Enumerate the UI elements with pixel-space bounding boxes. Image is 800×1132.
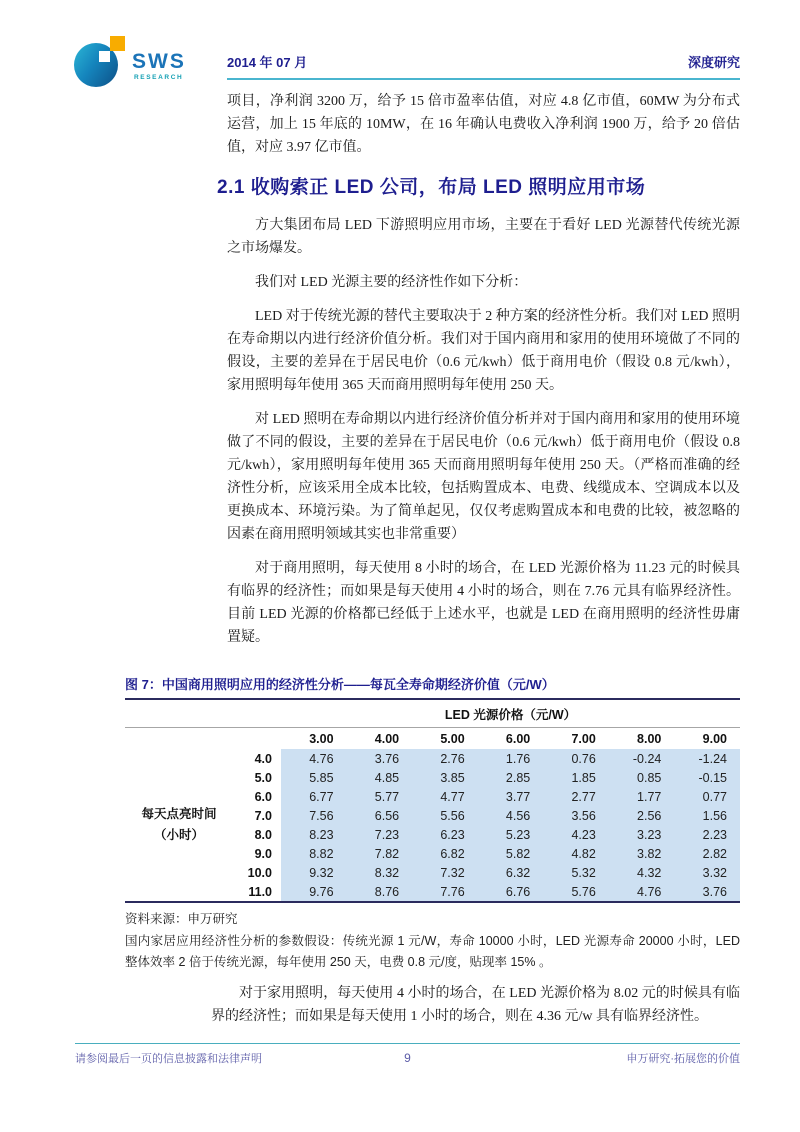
table-cell: 5.82: [478, 844, 544, 863]
body-text: [217, 90, 740, 660]
row-label: 11.0: [248, 884, 272, 899]
table-cell: 4.23: [543, 825, 609, 844]
table-cell: 8.23: [281, 825, 347, 844]
table-cell: 7.32: [412, 863, 478, 882]
table-group-header-row: [125, 699, 740, 728]
table-cell: 7.76: [412, 882, 478, 902]
table-cell: 5.56: [412, 806, 478, 825]
table-cell: 6.82: [412, 844, 478, 863]
table-cell: 5.85: [281, 768, 347, 787]
table-row: [125, 749, 740, 768]
table-cell: 5.23: [478, 825, 544, 844]
figure-source: 资料来源：申万研究: [125, 912, 238, 926]
table-cell: 4.77: [412, 787, 478, 806]
table-cell: 6.32: [478, 863, 544, 882]
column-header: 4.00: [374, 732, 400, 746]
paragraph: LED 对于传统光源的替代主要取决于 2 种方案的经济性分析。我们对 LED 照明在寿命期以内进行经济价值分析。我们对于国内商用和家用的使用环境做了不同的假设，主要的差异在于居民电价（0.6 元/kwh）低于商用电价（假设 0.8 元/kwh），家用照明每年使用 365 天而商用照明每年使用 250 天。: [227, 309, 740, 393]
paragraph: 对 LED 照明在寿命期以内进行经济价值分析并对于国内商用和家用的使用环境做了不同的假设，主要的差异在于居民电价（0.6 元/kwh）低于商用电价（假设 0.8 元/kwh），家用照明每年使用 365 天而商用照明每年使用 250 天。（严格而准确的经济性分析，应该采用全成本比较，包括购置成本、电费、线缆成本、空调成本以及更换成本、环境污染。为了简单起见，仅仅考虑购置成本和电费的比较，被忽略的因素在商用照明领域其实也非常重要）: [227, 412, 740, 542]
table-cell: -0.15: [674, 768, 740, 787]
row-label: 6.0: [254, 789, 272, 804]
column-header: 7.00: [571, 732, 596, 746]
section-heading: 2.1 收购索正 LED 公司，布局 LED 照明应用市场: [217, 177, 646, 198]
page-header: [227, 52, 740, 80]
sws-logo: [74, 34, 204, 88]
table-cell: 2.56: [609, 806, 675, 825]
footer-slogan: 申万研究·拓展您的价值: [626, 1053, 740, 1065]
table-cell: 2.82: [674, 844, 740, 863]
table-cell: 2.23: [674, 825, 740, 844]
figure-title: 图 7：中国商用照明应用的经济性分析——每瓦全寿命期经济价值（元/W）: [125, 677, 555, 692]
table-cell: 7.82: [347, 844, 413, 863]
paragraph: 我们对 LED 光源主要的经济性作如下分析：: [255, 275, 528, 290]
table-cell: 9.32: [281, 863, 347, 882]
table-cell: 3.85: [412, 768, 478, 787]
row-label: 4.0: [254, 751, 272, 766]
table-cell: 0.76: [543, 749, 609, 768]
table-cell: 3.56: [543, 806, 609, 825]
page-number: 9: [404, 1051, 411, 1065]
logo-subtext: RESEARCH: [134, 74, 184, 81]
table-cell: 4.76: [609, 882, 675, 902]
row-label: 8.0: [254, 827, 272, 842]
table-cell: 5.77: [347, 787, 413, 806]
row-label: 7.0: [254, 808, 272, 823]
table-cell: 4.32: [609, 863, 675, 882]
table-cell: 4.82: [543, 844, 609, 863]
table-cell: -0.24: [609, 749, 675, 768]
table-cell: 3.23: [609, 825, 675, 844]
table-cell: 4.85: [347, 768, 413, 787]
table-cell: 6.77: [281, 787, 347, 806]
table-cell: 3.76: [674, 882, 740, 902]
column-header: 8.00: [637, 732, 662, 746]
table-cell: 4.76: [281, 749, 347, 768]
table-cell: 3.77: [478, 787, 544, 806]
paragraph-continuation: 项目，净利润 3200 万，给予 15 倍市盈率估值，对应 4.8 亿市值，60MW 为分布式运营，加上 15 年底的 10MW，在 16 年确认电费收入净利润 1900 万，给予 20 倍估值，对应 3.97 亿市值。: [227, 94, 740, 155]
table-cell: 8.76: [347, 882, 413, 902]
column-header: 5.00: [440, 732, 465, 746]
table-cell: 0.85: [609, 768, 675, 787]
header-report-type: 深度研究: [687, 55, 740, 70]
paragraph: 对于家用照明，每天使用 4 小时的场合，在 LED 光源价格为 8.02 元的时候具有临界的经济性；而如果是每天使用 1 小时的场合，则在 4.36 元/w 具有临界经济性。: [211, 986, 740, 1024]
table-cell: 0.77: [674, 787, 740, 806]
table-cell: 3.76: [347, 749, 413, 768]
footer-disclaimer: 请参阅最后一页的信息披露和法律声明: [75, 1053, 262, 1065]
table-cell: 9.76: [281, 882, 347, 902]
figure-7: [125, 674, 740, 973]
table-cell: 4.56: [478, 806, 544, 825]
table-cell: 1.56: [674, 806, 740, 825]
sws-globe-icon: [74, 36, 136, 86]
page-footer: [75, 1043, 740, 1066]
economics-table: [125, 698, 740, 903]
column-group-header: LED 光源价格（元/W）: [281, 699, 740, 728]
paragraph: 方大集团布局 LED 下游照明应用市场，主要在于看好 LED 光源替代传统光源之市场爆发。: [227, 218, 740, 256]
table-cell: 2.76: [412, 749, 478, 768]
column-header: 9.00: [702, 732, 727, 746]
table-cell: 2.85: [478, 768, 544, 787]
table-cell: 7.23: [347, 825, 413, 844]
header-date: 2014 年 07 月: [227, 55, 308, 70]
table-cell: 7.56: [281, 806, 347, 825]
column-header: 3.00: [309, 732, 334, 746]
row-label: 10.0: [247, 865, 272, 880]
table-cell: -1.24: [674, 749, 740, 768]
table-cell: 2.77: [543, 787, 609, 806]
row-label: 9.0: [254, 846, 272, 861]
table-cell: 1.76: [478, 749, 544, 768]
body-text-bottom: [211, 982, 740, 1028]
table-cell: 6.56: [347, 806, 413, 825]
logo-text: SWS: [132, 50, 186, 73]
table-cell: 5.76: [543, 882, 609, 902]
row-group-header: 每天点亮时间 （小时）: [141, 807, 217, 842]
column-header: 6.00: [505, 732, 531, 746]
table-cell: 3.82: [609, 844, 675, 863]
table-column-header-row: [125, 728, 740, 750]
table-cell: 5.32: [543, 863, 609, 882]
paragraph: 对于商用照明，每天使用 8 小时的场合，在 LED 光源价格为 11.23 元的时候具有临界的经济性；而如果是每天使用 4 小时的场合，则在 7.76 元具有临界经济性。目前 LED 光源的价格都已经低于上述水平，也就是 LED 在商用照明的经济性毋庸置疑。: [227, 561, 740, 645]
table-cell: 6.23: [412, 825, 478, 844]
row-label: 5.0: [254, 770, 272, 785]
table-cell: 1.85: [543, 768, 609, 787]
table-cell: 3.32: [674, 863, 740, 882]
table-cell: 6.76: [478, 882, 544, 902]
table-cell: 8.82: [281, 844, 347, 863]
table-cell: 1.77: [609, 787, 675, 806]
table-cell: 8.32: [347, 863, 413, 882]
figure-note: 国内家居应用经济性分析的参数假设：传统光源 1 元/W，寿命 10000 小时，LED 光源寿命 20000 小时，LED 整体效率 2 倍于传统光源，每年使用 250 天，电费 0.8 元/度，贴现率 15% 。: [125, 934, 740, 969]
